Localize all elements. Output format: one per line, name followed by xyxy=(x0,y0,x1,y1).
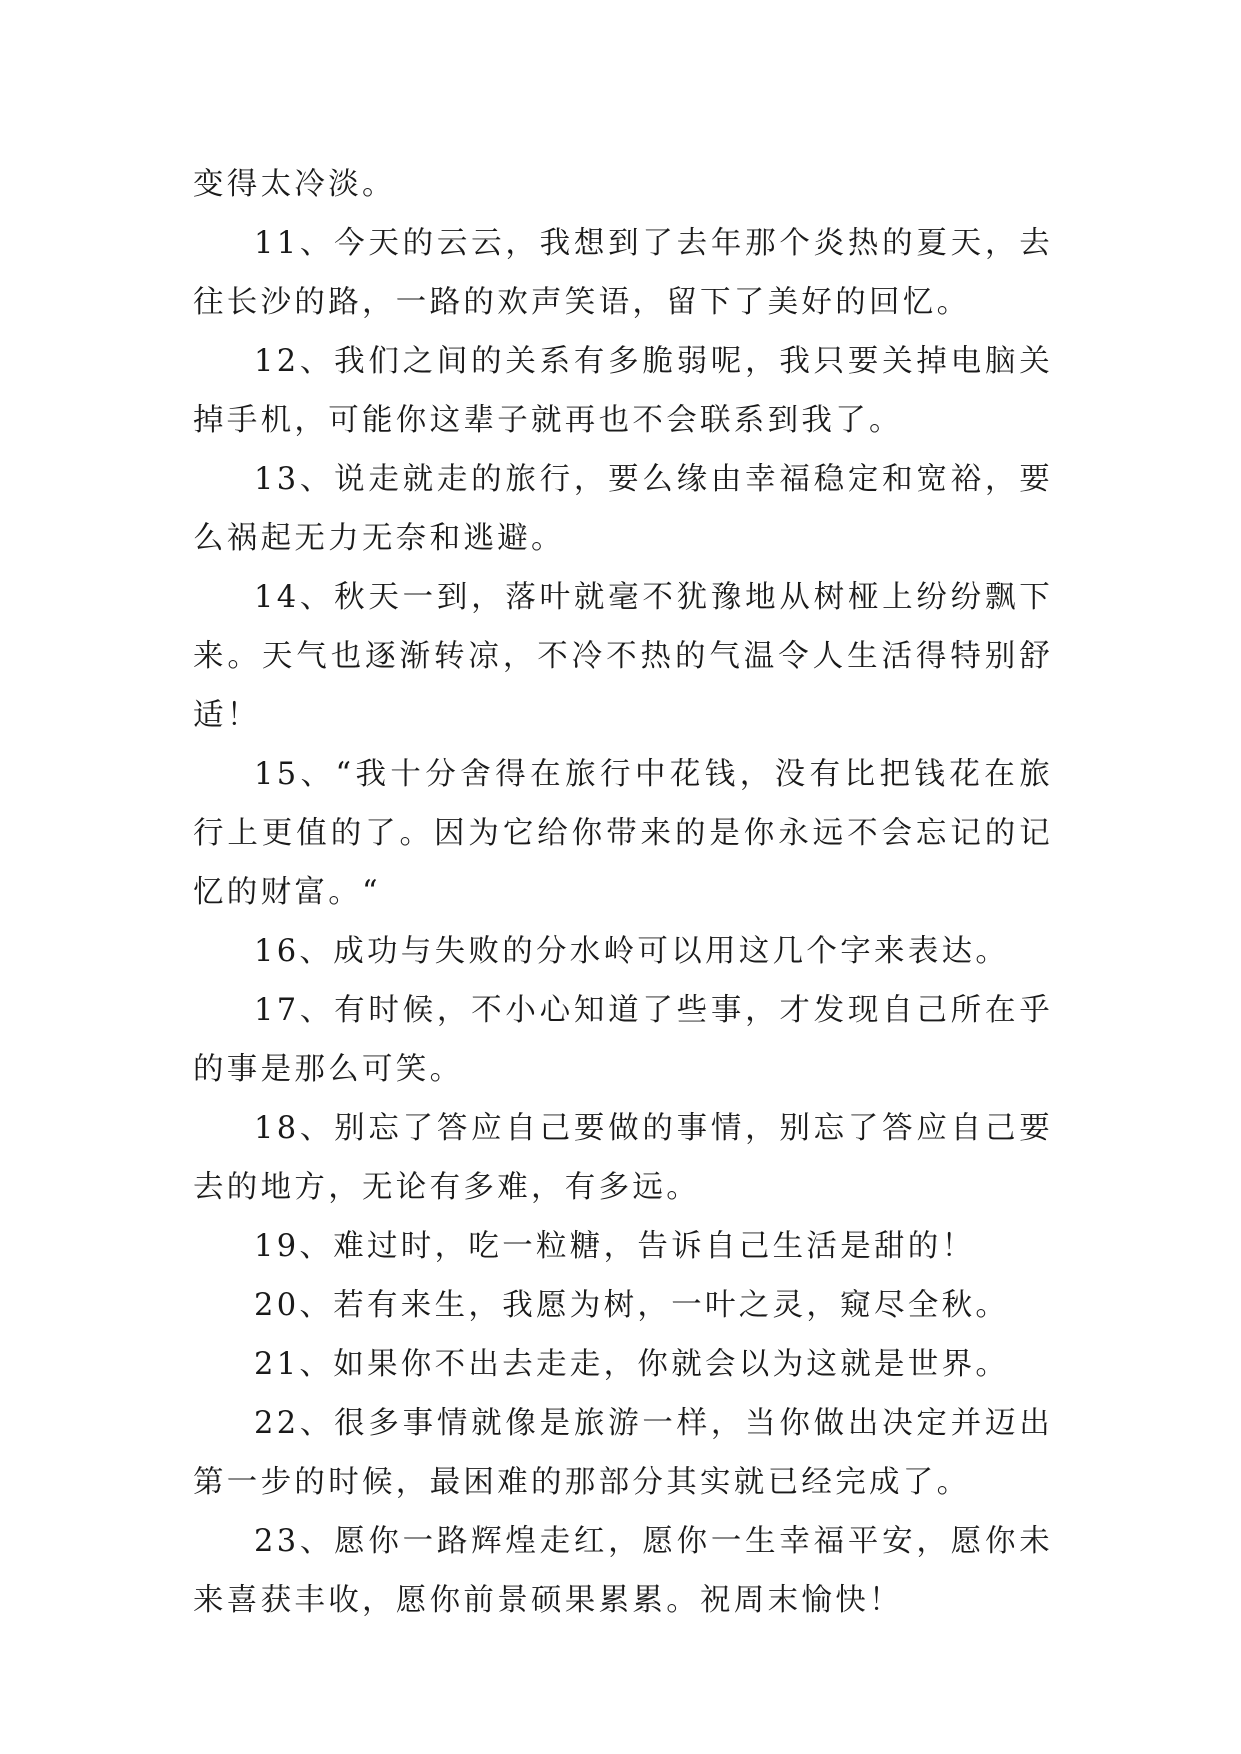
paragraph-item-14: 14、秋天一到，落叶就毫不犹豫地从树桠上纷纷飘下来。天气也逐渐转凉，不冷不热的气温令人生活得特别舒适！ xyxy=(193,580,1053,733)
paragraph-item-12: 12、我们之间的关系有多脆弱呢，我只要关掉电脑关掉手机，可能你这辈子就再也不会联系到我了。 xyxy=(193,344,1053,438)
paragraph-item-23: 23、愿你一路辉煌走红，愿你一生幸福平安，愿你未来喜获丰收，愿你前景硕果累累。祝周末愉快！ xyxy=(193,1524,1053,1618)
paragraph-item-22: 22、很多事情就像是旅游一样，当你做出决定并迈出第一步的时候，最困难的那部分其实就已经完成了。 xyxy=(193,1406,1053,1500)
paragraph-item-16: 16、成功与失败的分水岭可以用这几个字来表达。 xyxy=(254,934,1010,969)
paragraph-item-18: 18、别忘了答应自己要做的事情，别忘了答应自己要去的地方，无论有多难，有多远。 xyxy=(193,1111,1053,1205)
paragraph-item-21: 21、如果你不出去走走，你就会以为这就是世界。 xyxy=(254,1347,1010,1382)
paragraph-item-17: 17、有时候，不小心知道了些事，才发现自己所在乎的事是那么可笑。 xyxy=(193,993,1053,1087)
document-body xyxy=(193,155,1053,1630)
paragraph-item-13: 13、说走就走的旅行，要么缘由幸福稳定和宽裕，要么祸起无力无奈和逃避。 xyxy=(193,462,1053,556)
paragraph-item-15: 15、“我十分舍得在旅行中花钱，没有比把钱花在旅行上更值的了。因为它给你带来的是你永远不会忘记的记忆的财富。“ xyxy=(193,757,1053,910)
paragraph-item-11: 11、今天的云云，我想到了去年那个炎热的夏天，去往长沙的路，一路的欢声笑语，留下了美好的回忆。 xyxy=(193,226,1053,320)
paragraph-item-20: 20、若有来生，我愿为树，一叶之灵，窥尽全秋。 xyxy=(254,1288,1010,1323)
paragraph-continuation: 变得太冷淡。 xyxy=(193,167,396,202)
paragraph-item-19: 19、难过时，吃一粒糖，告诉自己生活是甜的！ xyxy=(254,1229,976,1264)
